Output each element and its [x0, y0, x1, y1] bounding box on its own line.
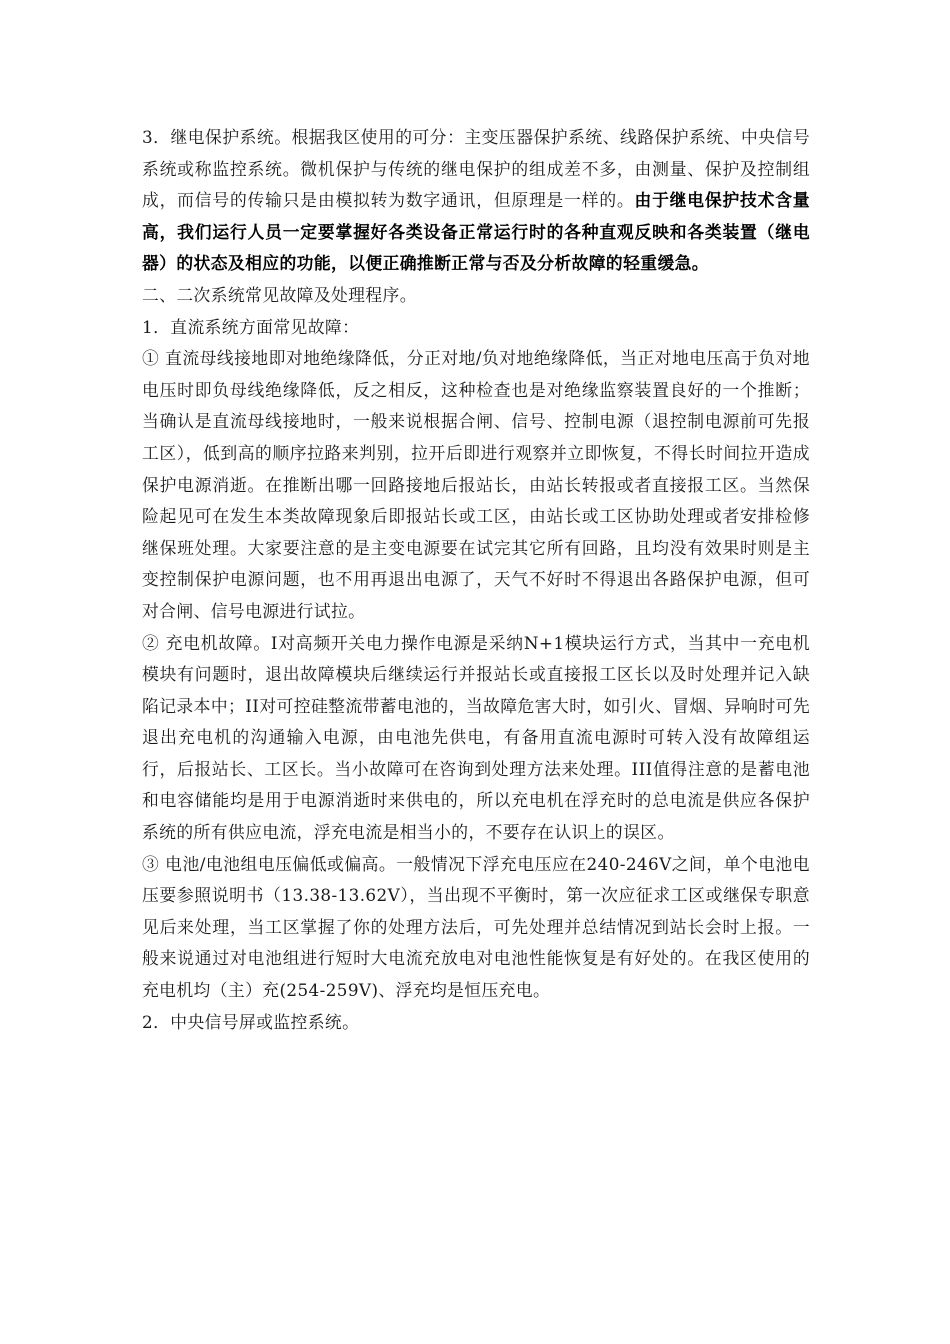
paragraph-dc-bus-grounding: ① 直流母线接地即对地绝缘降低，分正对地/负对地绝缘降低，当正对地电压高于负对地电压时即负母线绝缘降低，反之相反，这种检查也是对绝缘监察装置良好的一个推断；当确认是直流母线接地时，一般来说根据合闸、信号、控制电源（退控制电源前可先报工区），低到高的顺序拉路来判别，拉开后即进行观察并立即恢复，不得长时间拉开造成保护电源消逝。在推断出哪一回路接地后报站长，由站长转报或者直接报工区。当然保险起见可在发生本类故障现象后即报站长或工区，由站长或工区协助处理或者安排检修继保班处理。大家要注意的是主变电源要在试完其它所有回路，且均没有效果时则是主变控制保护电源问题，也不用再退出电源了，天气不好时不得退出各路保护电源，但可对合闸、信号电源进行试拉。	[142, 348, 810, 621]
paragraph-charger-fault: ② 充电机故障。I对高频开关电力操作电源是采纳N+1模块运行方式，当其中一充电机模块有问题时，退出故障模块后继续运行并报站长或直接报工区长以及时处理并记入缺陷记录本中；II对可控硅整流带蓄电池的，当故障危害大时，如引火、冒烟、异响时可先退出充电机的沟通输入电源，由电池先供电，有备用直流电源时可转入没有故障组运行，后报站长、工区长。当小故障可在咨询到处理方法来处理。III值得注意的是蓄电池和电容储能均是用于电源消逝时来供电的，所以充电机在浮充时的总电流是供应各保护系统的所有供应电流，浮充电流是相当小的，不要存在认识上的误区。	[142, 632, 810, 843]
document-body	[142, 122, 810, 1038]
section-heading-faults: 二、二次系统常见故障及处理程序。	[142, 284, 417, 305]
relay-protection-emphasis: 由于继电保护技术含量高，我们运行人员一定要掌握好各类设备正常运行时的各种直观反映和各类装置（继电器）的状态及相应的功能，以便正确推断正常与否及分析故障的轻重缓急。	[142, 190, 810, 274]
subheading-dc-system: 1．直流系统方面常见故障：	[142, 316, 360, 337]
relay-protection-text: 3．继电保护系统。根据我区使用的可分：主变压器保护系统、线路保护系统、中央信号系统或称监控系统。微机保护与传统的继电保护的组成差不多，由测量、保护及控制组成，而信号的传输只是由模拟转为数字通讯，但原理是一样的。	[142, 127, 810, 211]
paragraph-battery-voltage: ③ 电池/电池组电压偏低或偏高。一般情况下浮充电压应在240-246V之间，单个电池电压要参照说明书（13.38-13.62V），当出现不平衡时，第一次应征求工区或继保专职意见后来处理，当工区掌握了你的处理方法后，可先处理并总结情况到站长会时上报。一般来说通过对电池组进行短时大电流充放电对电池性能恢复是有好处的。在我区使用的充电机均（主）充(254-259V)、浮充均是恒压充电。	[142, 853, 810, 1001]
subheading-central-signal: 2．中央信号屏或监控系统。	[142, 1011, 360, 1032]
paragraph-relay-protection	[142, 122, 810, 280]
